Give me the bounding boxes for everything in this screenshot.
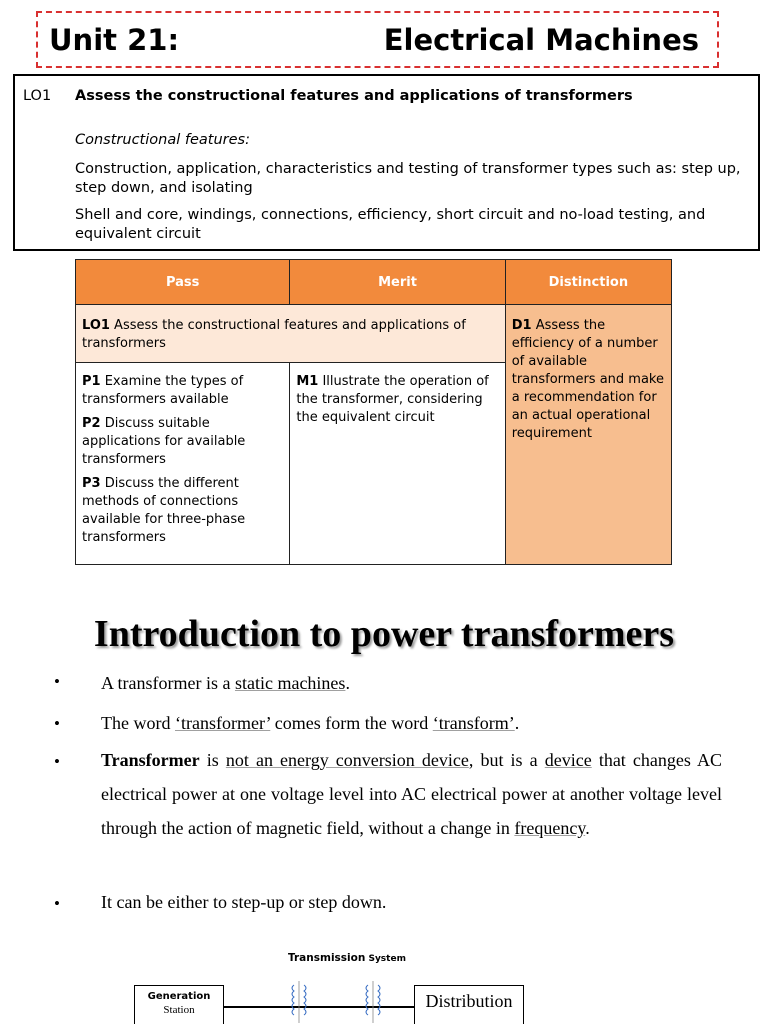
criterion-text: Illustrate the operation of the transformer, considering the equivalent circuit <box>296 374 489 425</box>
lo-paragraph-1: Construction, application, characteristics and testing of transformer types such as: step up, step down, and isolating <box>75 161 741 196</box>
criterion-text: Examine the types of transformers available <box>82 374 244 407</box>
distinction-cell <box>505 305 671 565</box>
transmission-line-diagram <box>224 975 416 1024</box>
header-distinction: Distinction <box>505 260 671 305</box>
criterion-code: M1 <box>296 374 319 389</box>
intro-heading: Introduction to power transformers <box>93 613 675 655</box>
criterion-code: P3 <box>82 476 101 491</box>
bullet-3-text <box>101 743 722 845</box>
generation-station-box <box>134 985 224 1024</box>
underlined-term: not an energy conversion device <box>225 750 469 770</box>
header-merit: Merit <box>290 260 505 305</box>
diagram-title-small: System <box>365 954 406 964</box>
text-segment: . <box>514 713 520 733</box>
station-label: Station <box>163 1004 195 1016</box>
lo-title: Assess the constructional features and applications of transformers <box>75 88 633 104</box>
bullet-3-marker: • <box>54 752 60 771</box>
header-pass: Pass <box>76 260 290 305</box>
diagram-title-main: Transmission <box>288 952 366 964</box>
lo-paragraph-2: Shell and core, windings, connections, efficiency, short circuit and no-load testing, and equivalent circuit <box>75 207 706 242</box>
merit-cell <box>290 363 505 565</box>
unit-subject: Electrical Machines <box>383 23 699 57</box>
bullet-4-marker: • <box>54 894 60 913</box>
distribution-box <box>414 985 524 1024</box>
criterion-p2 <box>82 415 283 469</box>
table-header-row <box>76 260 672 305</box>
pass-cell <box>76 363 290 565</box>
criterion-text: Discuss the different methods of connections available for three-phase transformers <box>82 476 246 545</box>
distribution-label: Distribution <box>425 991 513 1011</box>
diagram-title <box>288 952 406 964</box>
generation-label: Generation <box>147 991 211 1002</box>
unit-number: Unit 21: <box>49 23 180 57</box>
grading-criteria-table <box>75 259 672 565</box>
learning-outcome-box <box>13 74 760 251</box>
text-segment: The word <box>101 713 175 733</box>
text-segment: comes form the word <box>270 713 433 733</box>
bullet-4-text: It can be either to step-up or step down. <box>101 892 387 912</box>
bullet-1-text <box>101 666 722 700</box>
transformer-1-icon <box>292 981 306 1023</box>
lo-subheading: Constructional features: <box>75 132 250 148</box>
unit-title-banner <box>36 11 719 68</box>
bullet-2-marker: • <box>54 714 60 733</box>
criterion-p3 <box>82 475 283 547</box>
bullet-2-text <box>101 706 722 740</box>
text-segment: . <box>345 673 350 693</box>
criterion-text: Assess the efficiency of a number of available transformers and make a recommendation for an actual operational requirement <box>511 318 664 441</box>
lo-criteria-code: LO1 <box>82 318 110 333</box>
underlined-term: static machines <box>234 673 346 693</box>
criterion-code: P2 <box>82 416 101 431</box>
text-segment: . <box>585 818 590 838</box>
criterion-text: Discuss suitable applications for available transformers <box>82 416 246 467</box>
criterion-p1 <box>82 373 283 409</box>
criterion-d1 <box>512 317 665 443</box>
table-row-lo <box>76 305 672 363</box>
lo-code: LO1 <box>23 88 52 104</box>
lo-criteria-cell <box>76 305 506 363</box>
underlined-term: frequency <box>514 818 586 838</box>
text-segment: A transformer is a <box>101 673 235 693</box>
text-segment: that changes AC electrical power at one voltage level into AC electrical power at another voltage level through the action of magnetic field, without a change in <box>101 750 722 838</box>
lo-criteria-text: Assess the constructional features and applications of transformers <box>82 318 466 351</box>
bold-term: Transformer <box>101 750 200 770</box>
criterion-code: P1 <box>82 374 101 389</box>
text-segment: , but is a <box>468 750 545 770</box>
criterion-m1 <box>296 373 498 427</box>
text-segment: is <box>199 750 226 770</box>
transformer-2-icon <box>366 981 380 1023</box>
underlined-term: device <box>544 750 592 770</box>
criterion-code: D1 <box>511 318 532 333</box>
bullet-1-marker: • <box>54 672 60 691</box>
underlined-term: ‘transform’ <box>432 713 515 733</box>
underlined-term: ‘transformer’ <box>174 713 271 733</box>
